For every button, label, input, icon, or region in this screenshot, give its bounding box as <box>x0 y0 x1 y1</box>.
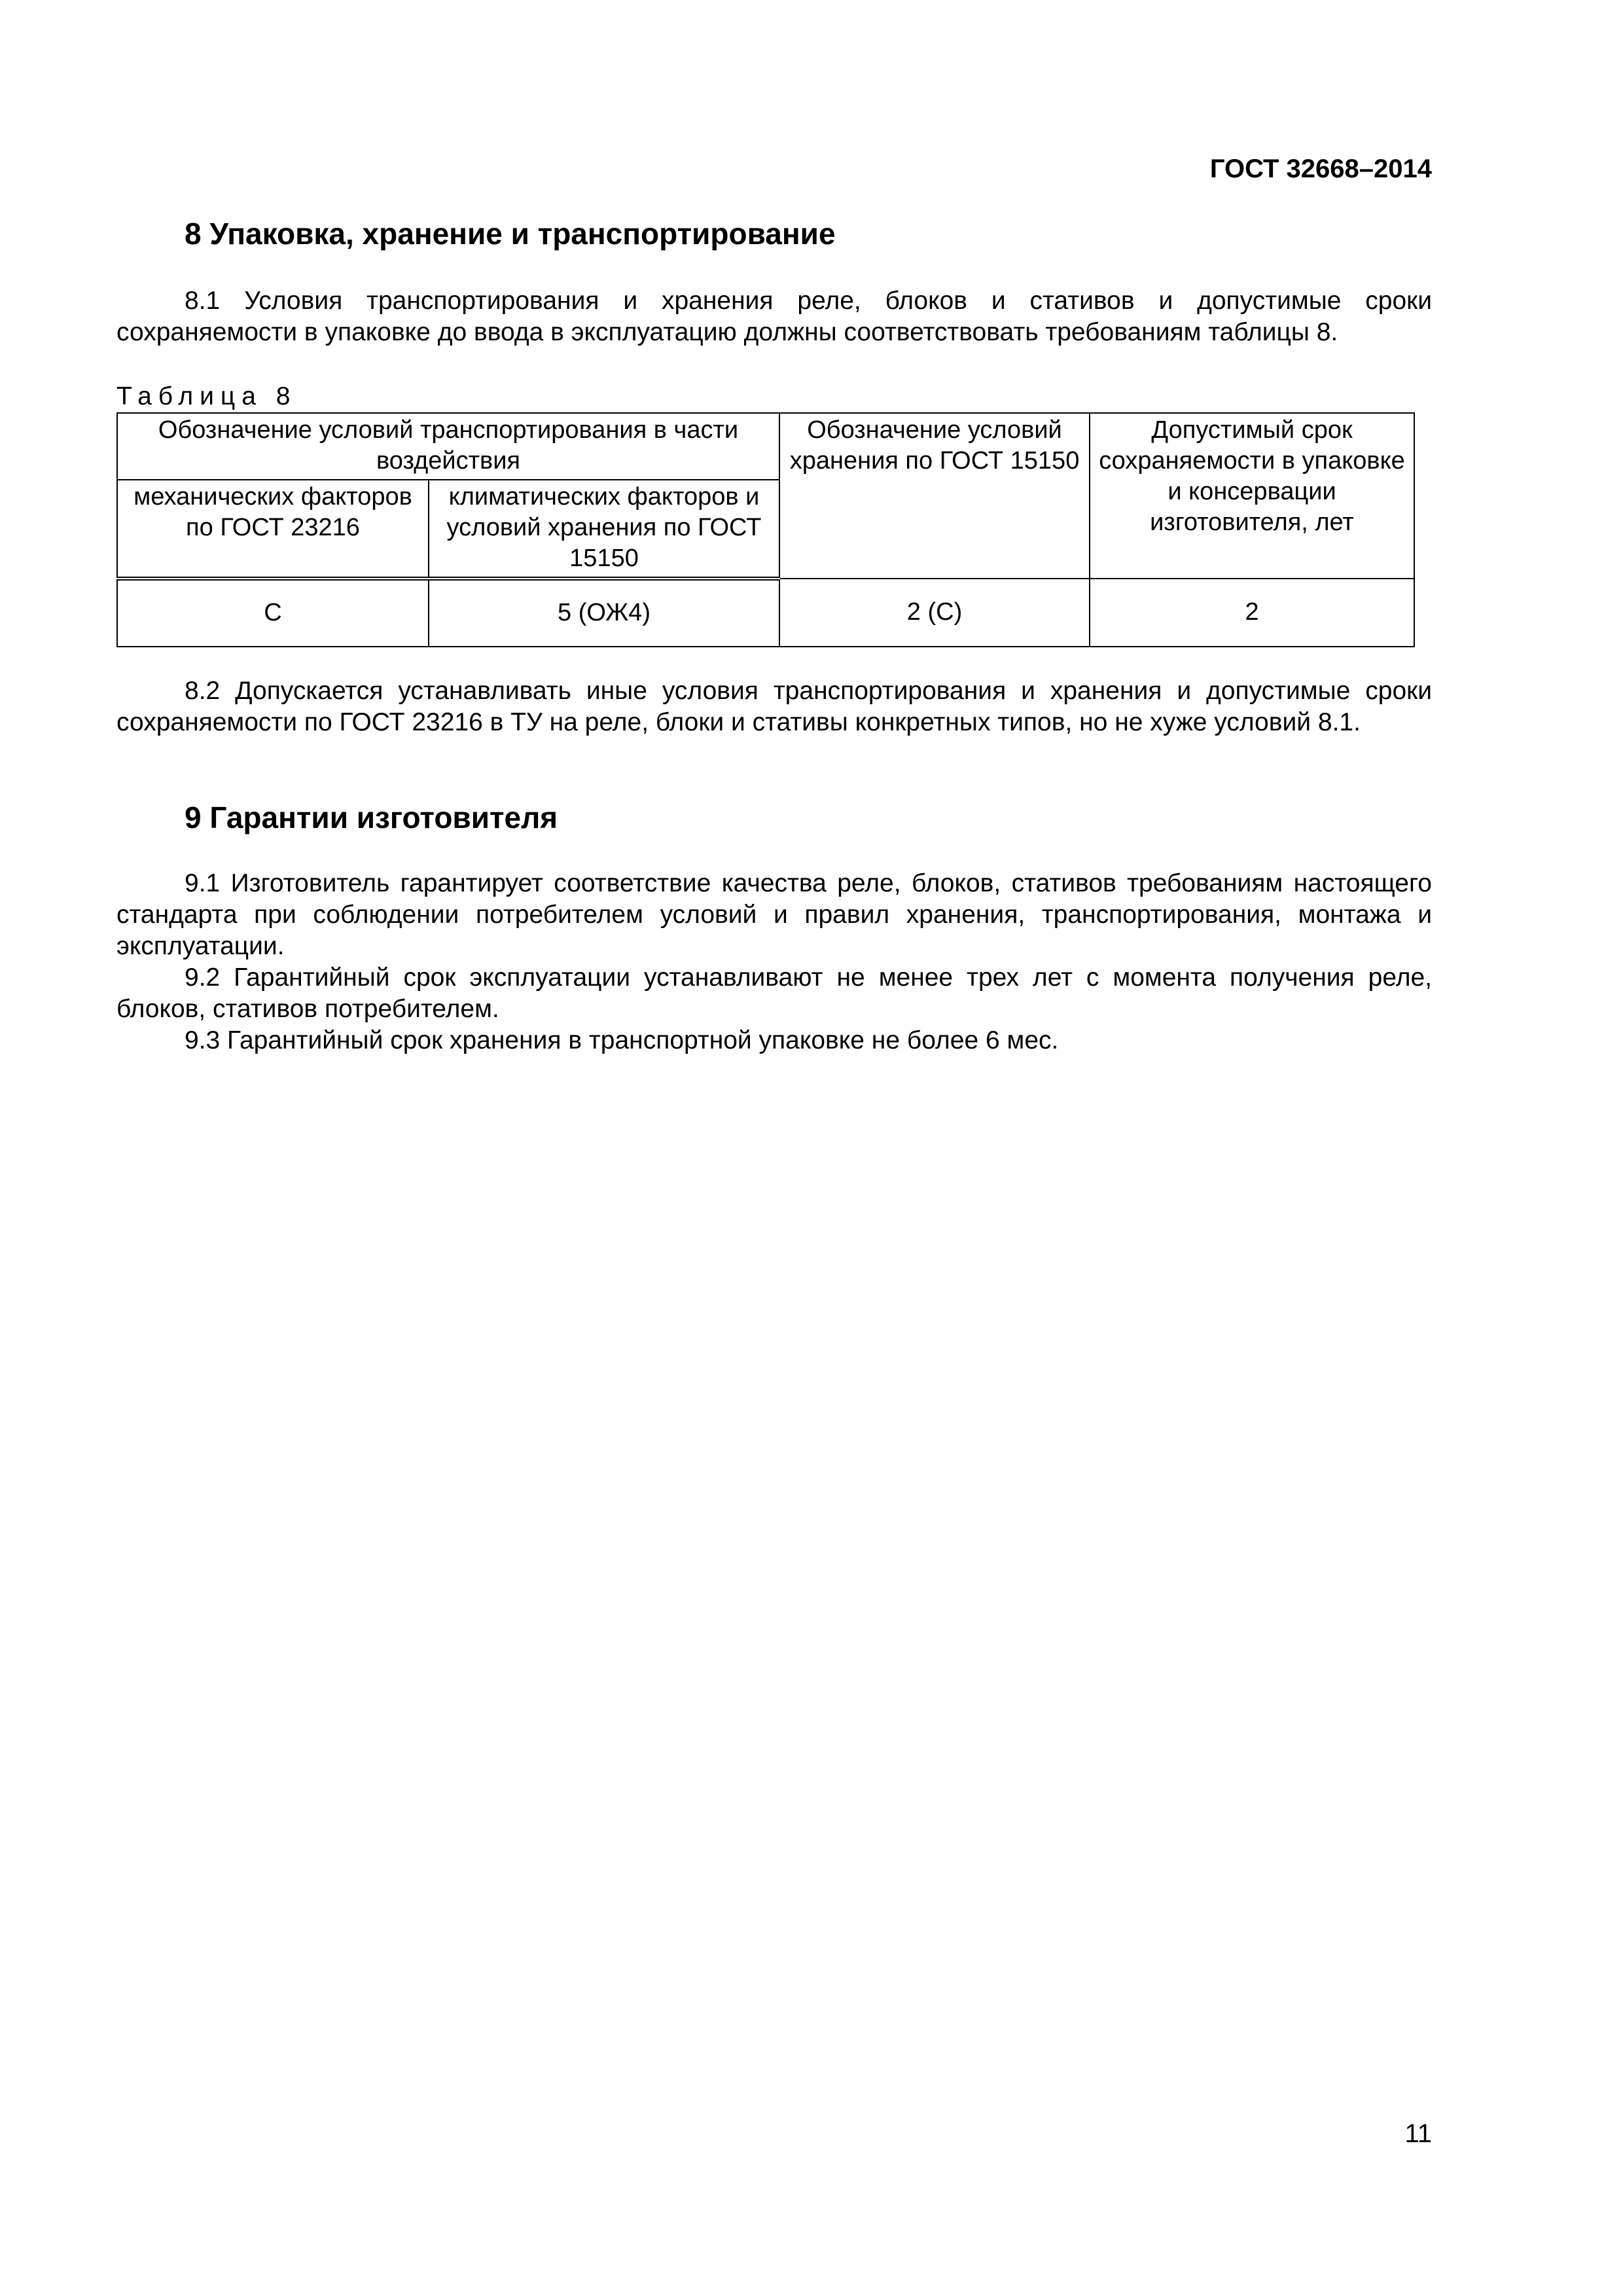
section-8-heading: 8 Упаковка, хранение и транспортирование <box>185 217 836 251</box>
paragraph-9-1: 9.1 Изготовитель гарантирует соответствие качества реле, блоков, стативов требованиям настоящего стандарта при соблюдении потребителем условий и правил хранения, транспортирования, монтажа и эксплуатации. <box>116 869 1432 960</box>
table-group-header: Обозначение условий транспортирования в части воздействия <box>117 413 779 480</box>
paragraph-8-2: 8.2 Допускается устанавливать иные условия транспортирования и хранения и допустимые сроки сохраняемости по ГОСТ 23216 в ТУ на реле, блоки и стативы конкретных типов, но не хуже условий 8.1. <box>116 677 1432 736</box>
paragraph-9-2: 9.2 Гарантийный срок эксплуатации устанавливают не менее трех лет с момента получения реле, блоков, стативов потребителем. <box>116 963 1432 1023</box>
table-8 <box>116 412 1415 647</box>
table-header-mechanical: механических факторов по ГОСТ 23216 <box>117 480 429 579</box>
document-code: ГОСТ 32668–2014 <box>1209 154 1432 183</box>
paragraph-9-3: 9.3 Гарантийный срок хранения в транспортной упаковке не более 6 мес. <box>185 1026 1059 1054</box>
table-header-storage-term: Допустимый срок сохраняемости в упаковке и консервации изготовителя, лет <box>1090 413 1414 579</box>
paragraph-8-1: 8.1 Условия транспортирования и хранения реле, блоков и стативов и допустимые сроки сохраняемости в упаковке до ввода в эксплуатацию должны соответствовать требованиям таблицы 8. <box>116 287 1432 346</box>
section-9-heading: 9 Гарантии изготовителя <box>185 800 558 834</box>
table-caption: Таблица 8 <box>116 382 297 410</box>
table-header-climatic: климатических факторов и условий хранения по ГОСТ 15150 <box>429 480 779 579</box>
table-cell-storage-conditions: 2 (С) <box>779 579 1090 647</box>
page-number: 11 <box>1404 2119 1432 2148</box>
table-cell-climatic: 5 (ОЖ4) <box>429 579 779 647</box>
table-header-storage-conditions: Обозначение условий хранения по ГОСТ 15150 <box>779 413 1090 579</box>
table-cell-storage-term: 2 <box>1090 579 1414 647</box>
table-cell-mechanical: С <box>117 579 429 647</box>
